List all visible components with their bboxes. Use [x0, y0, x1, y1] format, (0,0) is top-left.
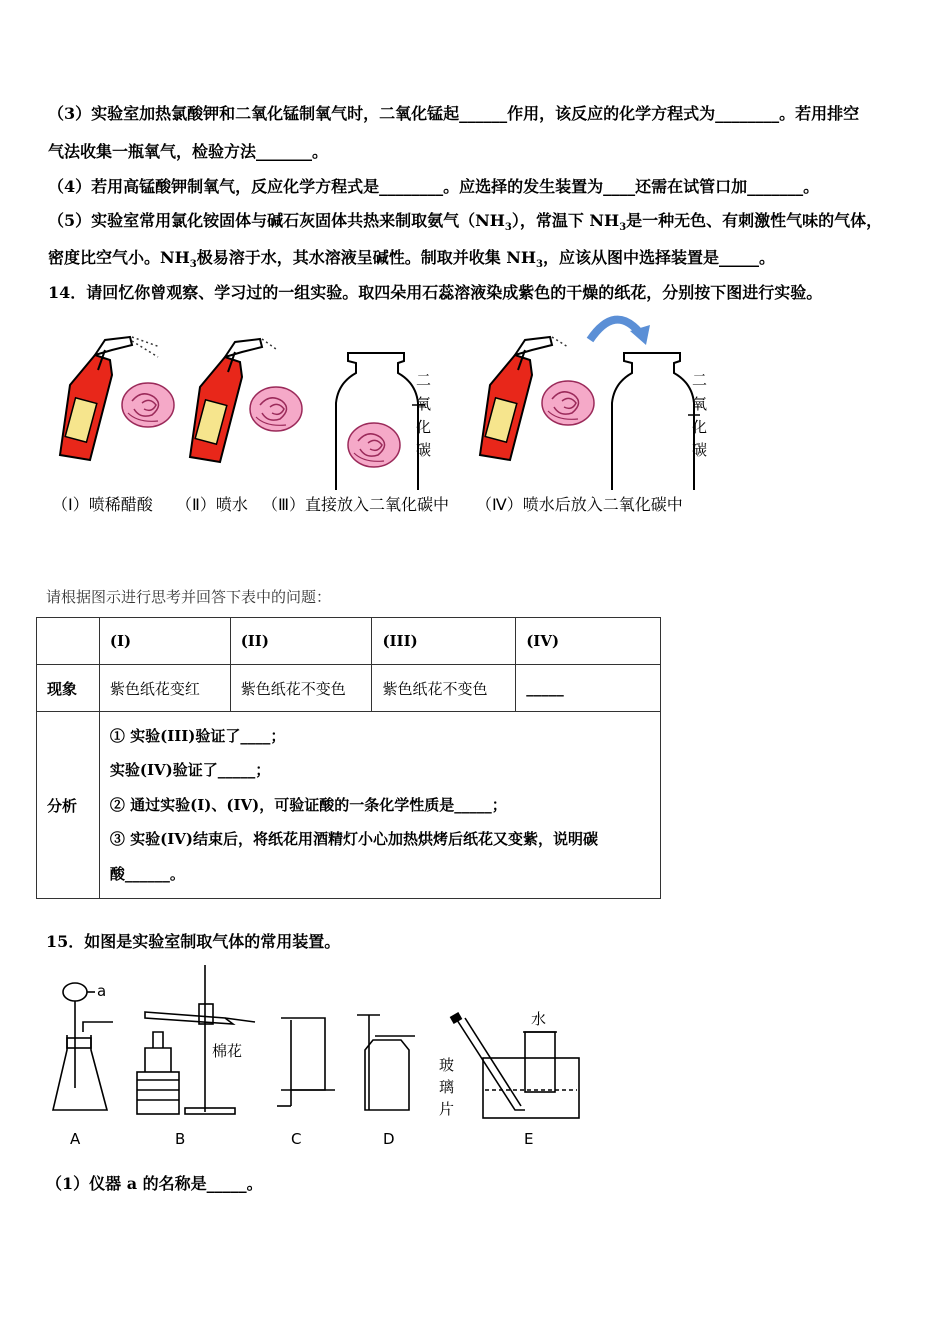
move-arrow: [590, 320, 640, 340]
label-A: A: [70, 1130, 81, 1148]
flower-3: [348, 423, 400, 467]
q13-part5-line1: （5）实验室常用氯化铵固体与碱石灰固体共热来制取氨气$(NH_3)$，常温下 $NH_3$是一种无色、有刺激性气味的气体，: [48, 211, 883, 234]
analysis-cell: [99, 712, 660, 899]
row-label: 分析: [37, 712, 100, 899]
table-header-cell: (I): [99, 618, 230, 665]
label-glass-char: 片: [439, 1100, 455, 1118]
label-C: C: [291, 1130, 302, 1148]
analysis-line: 酸______。: [109, 864, 185, 883]
q14-prompt: 请根据图示进行思考并回答下表中的问题：: [46, 588, 332, 606]
caption-2: （Ⅱ）喷水: [176, 495, 248, 514]
q13-part3-line2: 气法收集一瓶氧气，检验方法_______。: [48, 142, 329, 161]
table-cell: 紫色纸花变红: [99, 665, 230, 712]
analysis-line: ① 实验(III)验证了____；: [109, 726, 286, 745]
svg-text:二: 二: [692, 371, 708, 389]
label-glass-char: 玻: [439, 1056, 455, 1074]
q15-title: 15．如图是实验室制取气体的常用装置。: [46, 932, 341, 951]
q14-title: 14．请回忆你曾观察、学习过的一组实验。取四朵用石蕊溶液染成紫色的干燥的纸花，分别按下图进行实验。: [48, 283, 823, 302]
q13-part5-line2: 密度比空气小。$NH_3$极易溶于水，其水溶液呈碱性。制取并收集 $NH_3$，应该从图中选择装置是_____。: [48, 248, 776, 271]
q13-part3-line1: （3）实验室加热氯酸钾和二氧化锰制氧气时，二氧化锰起______作用，该反应的化学方程式为________。若用排空: [48, 104, 860, 123]
apparatus-d: [357, 1015, 415, 1110]
svg-text:化: 化: [416, 418, 432, 436]
jar-co2-4: [612, 353, 694, 490]
apparatus-e: [457, 1018, 579, 1118]
table-cell-blank: _____: [516, 665, 661, 712]
svg-text:二: 二: [416, 371, 432, 389]
q15-part1: （1）仪器 a 的名称是_____。: [46, 1174, 263, 1193]
table-header-cell: [37, 618, 100, 665]
jar-co2-3: [336, 353, 418, 490]
label-D: D: [383, 1130, 395, 1148]
q13-part4: （4）若用高锰酸钾制氧气，反应化学方程式是________。应选择的发生装置为____还需在试管口加_______。: [48, 177, 820, 196]
flower-4: [542, 381, 594, 425]
apparatus-a: [53, 983, 113, 1110]
caption-3: （Ⅲ）直接放入二氧化碳中: [262, 495, 450, 514]
litmus-experiment-figure: [40, 305, 740, 490]
analysis-line: ③ 实验(IV)结束后，将纸花用酒精灯小心加热烘烤后纸花又变紫，说明碳: [109, 830, 598, 849]
table-cell: 紫色纸花不变色: [372, 665, 516, 712]
tube-end: [450, 1012, 463, 1024]
sprayer-acetic-acid: [60, 337, 132, 460]
sprayer-water-2: [480, 337, 552, 460]
analysis-line: ② 通过实验(I)、(IV)，可验证酸的一条化学性质是_____；: [109, 795, 507, 814]
table-header-row: [37, 618, 661, 665]
table-header-cell: (II): [230, 618, 372, 665]
flower-2: [250, 387, 302, 431]
table-header-cell: (IV): [516, 618, 661, 665]
table-cell: 紫色纸花不变色: [230, 665, 372, 712]
caption-1: （Ⅰ）喷稀醋酸: [52, 495, 153, 514]
table-row-phenomenon: [37, 665, 661, 712]
svg-text:氧: 氧: [416, 395, 432, 413]
label-E: E: [524, 1130, 534, 1148]
apparatus-c: [277, 1018, 335, 1106]
svg-text:碳: 碳: [416, 441, 432, 459]
apparatus-b: [137, 965, 255, 1114]
row-label: 现象: [37, 665, 100, 712]
svg-text:化: 化: [692, 418, 708, 436]
spray-mist-4: [552, 337, 568, 347]
label-B: B: [175, 1130, 186, 1148]
apparatus-figure: [45, 960, 585, 1125]
label-cotton: 棉花: [212, 1042, 243, 1060]
label-a: a: [97, 982, 107, 1000]
table-row-analysis: [37, 712, 661, 899]
spray-mist-2: [262, 339, 276, 349]
label-water: 水: [531, 1010, 547, 1028]
svg-text:氧: 氧: [692, 395, 708, 413]
svg-text:碳: 碳: [692, 441, 708, 459]
table-header-cell: (III): [372, 618, 516, 665]
label-glass-char: 璃: [439, 1078, 455, 1096]
spray-mist-1: [132, 337, 160, 357]
flower-1: [122, 383, 174, 427]
experiment-table: [36, 617, 661, 899]
caption-4: （Ⅳ）喷水后放入二氧化碳中: [476, 495, 683, 514]
analysis-line: 实验(IV)验证了_____；: [109, 761, 271, 780]
